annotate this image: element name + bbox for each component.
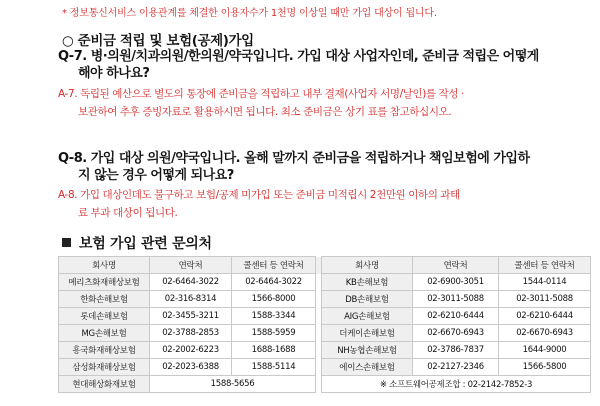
table-row [59,325,591,342]
header-company: 회사명 [59,257,150,274]
company-name: 흥국화재해상보험 [59,342,150,359]
question-7-line2: 해야 하나요? [78,66,150,81]
company-name: AIG손해보험 [322,308,413,325]
software-guild-note: ※ 소프트웨어공제조합 : 02-2142-7852-3 [322,376,591,393]
question-7-line1: Q-7. 병·의원/치과의원/한의원/약국입니다. 가입 대상 사업자인데, 준비금 적립은 어떻게 [58,49,539,64]
contact-phone: 02-6670-6943 [413,325,499,342]
table-body [59,257,591,393]
contact-phone: 02-316-8314 [150,291,232,308]
table-row [59,308,591,325]
callcenter-phone: 02-6670-6943 [499,325,591,342]
header-contact: 연락처 [150,257,232,274]
company-name: 더케이손해보험 [322,325,413,342]
question-7 [58,48,598,82]
company-name: 롯데손해보험 [59,308,150,325]
callcenter-phone: 1544-0114 [499,274,591,291]
callcenter-phone: 1644-9000 [499,342,591,359]
answer-8 [58,186,598,222]
contact-phone: 02-3788-2853 [150,325,232,342]
callcenter-phone: 1688-1688 [232,342,316,359]
contact-phone: 02-2023-6388 [150,359,232,376]
callcenter-phone: 1588-5114 [232,359,316,376]
callcenter-phone: 1588-5959 [232,325,316,342]
table-row [59,342,591,359]
answer-8-line2: 료 부과 대상이 됩니다. [78,207,178,219]
contact-phone: 02-2127-2346 [413,359,499,376]
company-name: 삼성화재해상보험 [59,359,150,376]
contact-phone: 02-2002-6223 [150,342,232,359]
contact-phone: 02-3455-3211 [150,308,232,325]
contact-phone: 02-3011-5088 [413,291,499,308]
company-name: 메리츠화재해상보험 [59,274,150,291]
callcenter-phone: 02-6464-3022 [232,274,316,291]
table-row [59,291,591,308]
section-title: ○ 준비금 적립 및 보험(공제)가입 [62,33,254,49]
question-8-line1: Q-8. 가입 대상 의원/약국입니다. 올해 말까지 준비금을 적립하거나 책임보험에 가입하 [58,151,530,166]
answer-8-line1: A-8. 가입 대상인데도 불구하고 보험/공제 미가입 또는 준비금 미적립시 2천만원 이하의 과태 [58,189,460,201]
company-name: 한화손해보험 [59,291,150,308]
company-name: MG손해보험 [59,325,150,342]
callcenter-phone: 1566-8000 [232,291,316,308]
eligibility-note: * 정보통신서비스 이용관계를 체결한 이용자수가 1천명 이상일 때만 가입 대상이 됩니다. [62,8,437,19]
header-company: 회사명 [322,257,413,274]
header-callcenter: 콜센터 등 연락처 [232,257,316,274]
question-8 [58,150,598,184]
header-callcenter: 콜센터 등 연락처 [499,257,591,274]
company-name: 현대해상화재보험 [59,376,150,393]
callcenter-phone: 1588-3344 [232,308,316,325]
header-contact: 연락처 [413,257,499,274]
company-name: 에이스손해보험 [322,359,413,376]
table-row [59,359,591,376]
table-header-row [59,257,591,274]
square-bullet-icon [62,238,71,247]
answer-7-line1: A-7. 독립된 예산으로 별도의 통장에 준비금을 적립하고 내부 결재(사업자 서명/날인)를 작성 · [58,88,464,100]
contact-phone: 02-6464-3022 [150,274,232,291]
insurance-contacts-table [58,256,591,393]
answer-7-line2: 보관하여 추후 증빙자료로 활용하시면 됩니다. 최소 준비금은 상기 표를 참고하십시오. [78,106,452,118]
question-8-line2: 지 않는 경우 어떻게 되나요? [78,168,234,183]
answer-7 [58,85,598,121]
contact-phone: 02-3786-7837 [413,342,499,359]
contact-phone: 02-6210-6444 [413,308,499,325]
table-row [59,274,591,291]
company-name: NH농협손해보험 [322,342,413,359]
table-row-last [59,376,591,393]
table-title [62,233,212,253]
merged-phone: 1588-5656 [150,376,316,393]
contact-phone: 02-6900-3051 [413,274,499,291]
table-title-text: 보험 가입 관련 문의처 [79,236,212,252]
company-name: KB손해보험 [322,274,413,291]
company-name: DB손해보험 [322,291,413,308]
callcenter-phone: 02-6210-6444 [499,308,591,325]
callcenter-phone: 02-3011-5088 [499,291,591,308]
callcenter-phone: 1566-5800 [499,359,591,376]
